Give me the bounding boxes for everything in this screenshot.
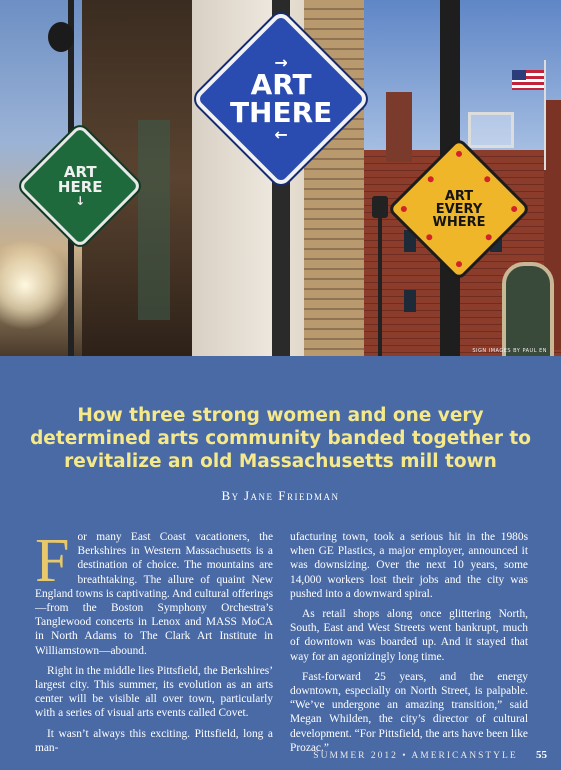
paragraph-text: or many East Coast vacationers, the Berkshires in Western Massachusetts is a destination of choice. The mountains are breathtaking. The allure of quaint New England towns is captivating. And cultural offerings—from the Boston Symphony Orchestra’s Tanglewood concerts in Lenox and MASS MoCA in North Adams to The Clark Art Institute in Williamstown—abound. [35, 531, 274, 657]
body-column-left [35, 527, 274, 761]
sign-line: THERE [229, 95, 333, 129]
red-dot-icon [425, 233, 433, 241]
page-footer [313, 749, 547, 761]
red-dot-icon [426, 175, 434, 183]
red-dot-icon [455, 260, 463, 268]
window [404, 290, 416, 312]
arched-doorway [502, 262, 554, 356]
red-dot-icon [483, 175, 491, 183]
byline-prefix: By [221, 488, 240, 503]
article-headline: How three strong women and one very determined arts community banded together to revitalize an old Massachusetts mill town [30, 405, 531, 473]
red-dot-icon [484, 233, 492, 241]
paragraph: ufacturing town, took a serious hit in the 1980s when GE Plastics, a major employer, announced it was downsizing. Over the next 10 years, some 14,000 workers lost their jobs and the city was pushed into a downward spiral. [290, 531, 528, 600]
sign-line: HERE [57, 177, 103, 196]
basketball-hoop [468, 112, 514, 148]
street-lamp [48, 22, 74, 52]
author-name: Jane Friedman [243, 488, 340, 503]
body-column-right [290, 530, 528, 761]
sign-line: ART [63, 162, 97, 181]
paragraph: As retail shops along once glittering North, South, East and West Streets went bankrupt, much of downtown was boarded up. And it stayed that way for an agonizingly long time. [290, 608, 528, 663]
storefront-sign [138, 120, 170, 320]
sign-line: ART [444, 188, 474, 204]
lamp-post [378, 200, 382, 356]
arrow-left-icon: ← [274, 124, 288, 144]
page-number: 55 [536, 749, 547, 761]
byline [0, 488, 561, 504]
header-photo [0, 0, 561, 356]
red-dot-icon [400, 205, 408, 213]
arrow-right-icon: → [274, 52, 288, 72]
flagpole [544, 60, 546, 170]
paragraph: Right in the middle lies Pittsfield, the Berkshires’ largest city. This summer, its evolution as an arts center will be visible all over town, particularly with a series of visual arts events called Covet. [35, 664, 273, 720]
sign-line: EVERY [435, 201, 483, 217]
us-flag-icon [512, 70, 544, 90]
chimney [386, 92, 412, 162]
lamp-head [372, 196, 388, 218]
sun-flare [0, 240, 70, 330]
paragraph: It wasn’t always this exciting. Pittsfield, long a man- [35, 727, 273, 754]
arrow-down-icon: ↓ [74, 193, 86, 208]
drop-cap: F [35, 527, 70, 595]
paragraph [35, 527, 274, 658]
paragraph: Fast-forward 25 years, and the energy downtown, especially on North Street, is palpable. “We’ve undergone an amazing transition,” said Megan Whilden, the city’s director of cultural development. “For Pittsfield, the arts have been like Prozac.” [290, 670, 528, 754]
red-dot-icon [510, 205, 518, 213]
red-dot-icon [455, 150, 463, 158]
photo-credit: SIGN IMAGES BY PAUL EN [472, 348, 547, 354]
issue-label: SUMMER 2012 • AMERICANSTYLE [313, 751, 518, 761]
sign-line: ART [250, 67, 312, 101]
sign-line: WHERE [432, 214, 486, 230]
